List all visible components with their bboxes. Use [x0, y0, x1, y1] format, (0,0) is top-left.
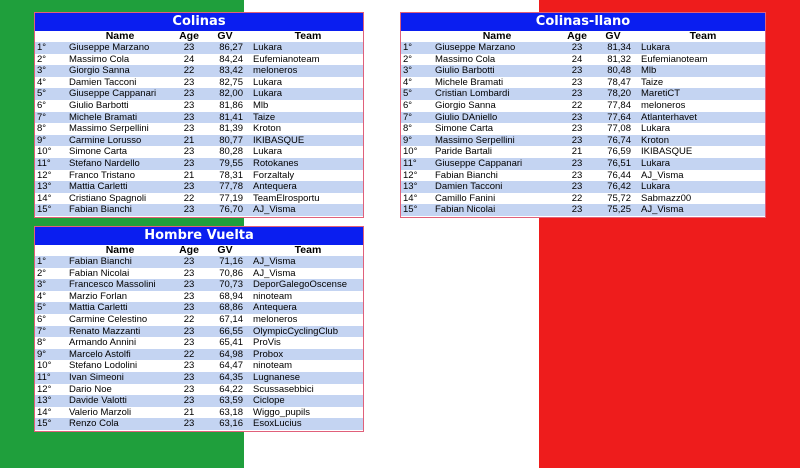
rider-age: 23 [559, 77, 595, 89]
row-position: 8° [35, 123, 69, 135]
rider-age: 21 [171, 135, 207, 147]
rider-gv: 77,64 [595, 112, 635, 124]
row-position: 13° [35, 181, 69, 193]
table-row [401, 158, 765, 170]
table-row [401, 100, 765, 112]
rider-age: 23 [171, 123, 207, 135]
rider-gv: 76,51 [595, 158, 635, 170]
table-row [35, 360, 363, 372]
row-position: 10° [401, 146, 435, 158]
rider-team: AJ_Visma [247, 204, 363, 216]
rider-gv: 77,78 [207, 181, 247, 193]
rider-team: Lukara [635, 158, 765, 170]
table-row [35, 170, 363, 182]
row-position: 11° [35, 372, 69, 384]
rider-team: meloneros [247, 314, 363, 326]
rider-gv: 75,72 [595, 193, 635, 205]
row-position: 12° [35, 170, 69, 182]
rider-team: meloneros [635, 100, 765, 112]
rider-team: TeamElrosportu [247, 193, 363, 205]
rider-team: Antequera [247, 181, 363, 193]
rider-age: 23 [171, 395, 207, 407]
rider-team: Lukara [247, 42, 363, 54]
rider-team: ProVis [247, 337, 363, 349]
table-row [35, 42, 363, 54]
rider-age: 23 [559, 170, 595, 182]
table-row [35, 395, 363, 407]
table-row [401, 123, 765, 135]
rider-gv: 77,84 [595, 100, 635, 112]
rider-age: 23 [171, 291, 207, 303]
row-position: 7° [401, 112, 435, 124]
rider-gv: 77,19 [207, 193, 247, 205]
row-position: 9° [401, 135, 435, 147]
rider-age: 23 [171, 268, 207, 280]
rider-name: Simone Carta [435, 123, 559, 135]
row-position: 14° [35, 193, 69, 205]
rider-age: 23 [171, 418, 207, 430]
rider-team: Lukara [635, 123, 765, 135]
rider-gv: 64,98 [207, 349, 247, 361]
table-row [35, 88, 363, 100]
header-row [35, 31, 363, 42]
rider-name: Giuseppe Marzano [69, 42, 171, 54]
rider-name: Stefano Nardello [69, 158, 171, 170]
rider-gv: 80,77 [207, 135, 247, 147]
header-gv: GV [207, 31, 247, 42]
header-age: Age [171, 245, 207, 256]
rider-name: Camillo Fanini [435, 193, 559, 205]
rider-team: Lukara [247, 88, 363, 100]
table-row [35, 100, 363, 112]
rider-gv: 83,42 [207, 65, 247, 77]
table-title: Hombre Vuelta [35, 227, 363, 245]
rider-gv: 79,55 [207, 158, 247, 170]
row-position: 14° [401, 193, 435, 205]
rider-age: 23 [171, 112, 207, 124]
rider-gv: 81,41 [207, 112, 247, 124]
rider-team: Taize [635, 77, 765, 89]
row-position: 6° [401, 100, 435, 112]
rider-age: 23 [171, 100, 207, 112]
rider-name: Giuseppe Marzano [435, 42, 559, 54]
rider-gv: 63,16 [207, 418, 247, 430]
header-team: Team [247, 31, 363, 42]
rider-team: Mlb [247, 100, 363, 112]
rider-age: 21 [559, 146, 595, 158]
table-row [35, 326, 363, 338]
table-row [35, 65, 363, 77]
table-row [401, 65, 765, 77]
table-row [35, 256, 363, 268]
rider-name: Mattia Carletti [69, 181, 171, 193]
table-row [35, 135, 363, 147]
rider-team: IKIBASQUE [247, 135, 363, 147]
rider-gv: 81,32 [595, 54, 635, 66]
rider-gv: 66,55 [207, 326, 247, 338]
rider-age: 23 [559, 204, 595, 216]
table-colinas [34, 12, 364, 218]
rider-team: Rotokanes [247, 158, 363, 170]
rider-team: ninoteam [247, 360, 363, 372]
rider-name: Massimo Serpellini [435, 135, 559, 147]
rider-gv: 80,48 [595, 65, 635, 77]
rider-team: meloneros [247, 65, 363, 77]
rider-age: 22 [171, 314, 207, 326]
header-gv: GV [207, 245, 247, 256]
rider-name: Giuseppe Cappanari [435, 158, 559, 170]
rider-team: Scussasebbici [247, 384, 363, 396]
rider-name: Ivan Simeoni [69, 372, 171, 384]
rider-name: Renzo Cola [69, 418, 171, 430]
row-position: 1° [35, 42, 69, 54]
table-row [35, 77, 363, 89]
rider-age: 23 [559, 88, 595, 100]
rider-name: Massimo Serpellini [69, 123, 171, 135]
rider-name: Marcelo Astolfi [69, 349, 171, 361]
rider-age: 23 [171, 88, 207, 100]
rider-age: 22 [559, 193, 595, 205]
row-position: 13° [401, 181, 435, 193]
table-row [35, 384, 363, 396]
rider-age: 23 [559, 42, 595, 54]
table-hombre-vuelta [34, 226, 364, 432]
row-position: 3° [35, 65, 69, 77]
table-row [35, 204, 363, 216]
table-row [35, 302, 363, 314]
table-row [35, 181, 363, 193]
rider-age: 24 [559, 54, 595, 66]
rider-name: Michele Bramati [69, 112, 171, 124]
row-position: 5° [35, 88, 69, 100]
rider-age: 23 [559, 123, 595, 135]
row-position: 1° [401, 42, 435, 54]
table-row [35, 268, 363, 280]
row-position: 2° [35, 54, 69, 66]
rider-gv: 71,16 [207, 256, 247, 268]
header-pos [35, 245, 69, 256]
row-position: 4° [35, 77, 69, 89]
rider-age: 21 [171, 170, 207, 182]
row-position: 11° [35, 158, 69, 170]
rider-gv: 63,59 [207, 395, 247, 407]
rider-team: Lukara [247, 146, 363, 158]
table-row [401, 112, 765, 124]
rider-age: 23 [171, 146, 207, 158]
table-colinas-llano [400, 12, 766, 218]
rider-team: EsoxLucius [247, 418, 363, 430]
rider-age: 23 [171, 360, 207, 372]
row-position: 2° [401, 54, 435, 66]
rider-gv: 82,00 [207, 88, 247, 100]
table-row [35, 279, 363, 291]
rider-age: 23 [171, 158, 207, 170]
row-position: 15° [35, 204, 69, 216]
rider-team: MaretiCT [635, 88, 765, 100]
row-position: 3° [401, 65, 435, 77]
rider-name: Giulio DAniello [435, 112, 559, 124]
rider-gv: 70,86 [207, 268, 247, 280]
rider-team: Eufemianoteam [247, 54, 363, 66]
rider-age: 22 [171, 349, 207, 361]
rider-gv: 81,34 [595, 42, 635, 54]
rider-team: Kroton [635, 135, 765, 147]
rider-name: Valerio Marzoli [69, 407, 171, 419]
rider-age: 23 [171, 256, 207, 268]
ranking-table [35, 245, 363, 430]
rider-name: Franco Tristano [69, 170, 171, 182]
table-row [35, 407, 363, 419]
rider-age: 22 [171, 65, 207, 77]
rider-name: Fabian Bianchi [69, 256, 171, 268]
row-position: 5° [35, 302, 69, 314]
rider-team: Wiggo_pupils [247, 407, 363, 419]
rider-name: Damien Tacconi [435, 181, 559, 193]
rider-team: Forzaltaly [247, 170, 363, 182]
rider-gv: 82,75 [207, 77, 247, 89]
row-position: 12° [401, 170, 435, 182]
rider-team: Mlb [635, 65, 765, 77]
rider-age: 23 [171, 384, 207, 396]
row-position: 7° [35, 326, 69, 338]
table-row [35, 112, 363, 124]
rider-age: 23 [171, 302, 207, 314]
rider-team: Atlanterhavet [635, 112, 765, 124]
rider-name: Armando Annini [69, 337, 171, 349]
rider-team: Eufemianoteam [635, 54, 765, 66]
header-row [35, 245, 363, 256]
header-age: Age [559, 31, 595, 42]
rider-team: Lukara [247, 77, 363, 89]
rider-name: Fabian Bianchi [69, 204, 171, 216]
rider-team: Lukara [635, 42, 765, 54]
table-row [35, 54, 363, 66]
rider-gv: 81,39 [207, 123, 247, 135]
rider-gv: 67,14 [207, 314, 247, 326]
table-row [35, 372, 363, 384]
rider-team: Sabmazz00 [635, 193, 765, 205]
rider-gv: 84,24 [207, 54, 247, 66]
rider-age: 23 [171, 204, 207, 216]
header-name: Name [69, 245, 171, 256]
header-pos [35, 31, 69, 42]
rider-age: 22 [559, 100, 595, 112]
rider-team: Probox [247, 349, 363, 361]
rider-team: AJ_Visma [635, 204, 765, 216]
row-position: 1° [35, 256, 69, 268]
rider-name: Carmine Celestino [69, 314, 171, 326]
rider-team: Ciclope [247, 395, 363, 407]
rider-age: 23 [559, 135, 595, 147]
header-age: Age [171, 31, 207, 42]
row-position: 10° [35, 146, 69, 158]
table-row [35, 158, 363, 170]
header-gv: GV [595, 31, 635, 42]
table-row [35, 193, 363, 205]
rider-gv: 77,08 [595, 123, 635, 135]
rider-name: Stefano Lodolini [69, 360, 171, 372]
table-row [401, 135, 765, 147]
rider-name: Giulio Barbotti [435, 65, 559, 77]
rider-name: Paride Bartali [435, 146, 559, 158]
row-position: 7° [35, 112, 69, 124]
rider-gv: 76,70 [207, 204, 247, 216]
rider-gv: 64,47 [207, 360, 247, 372]
row-position: 6° [35, 314, 69, 326]
rider-gv: 76,74 [595, 135, 635, 147]
rider-name: Fabian Nicolai [435, 204, 559, 216]
table-row [401, 42, 765, 54]
rider-name: Giulio Barbotti [69, 100, 171, 112]
rider-name: Fabian Nicolai [69, 268, 171, 280]
rider-name: Michele Bramati [435, 77, 559, 89]
rider-name: Cristian Lombardi [435, 88, 559, 100]
rider-team: AJ_Visma [247, 268, 363, 280]
table-row [401, 204, 765, 216]
rider-gv: 70,73 [207, 279, 247, 291]
table-row [401, 170, 765, 182]
rider-gv: 78,31 [207, 170, 247, 182]
rider-name: Marzio Forlan [69, 291, 171, 303]
table-row [401, 88, 765, 100]
rider-team: ninoteam [247, 291, 363, 303]
ranking-table [401, 31, 765, 216]
rider-age: 21 [171, 407, 207, 419]
row-position: 14° [35, 407, 69, 419]
rider-gv: 80,28 [207, 146, 247, 158]
rider-gv: 65,41 [207, 337, 247, 349]
row-position: 2° [35, 268, 69, 280]
rider-name: Mattia Carletti [69, 302, 171, 314]
rider-team: Kroton [247, 123, 363, 135]
row-position: 8° [35, 337, 69, 349]
table-row [401, 193, 765, 205]
row-position: 9° [35, 135, 69, 147]
rider-age: 23 [171, 181, 207, 193]
rider-gv: 76,59 [595, 146, 635, 158]
rider-team: AJ_Visma [247, 256, 363, 268]
table-row [35, 337, 363, 349]
rider-age: 23 [171, 279, 207, 291]
table-row [35, 418, 363, 430]
rider-team: OlympicCyclingClub [247, 326, 363, 338]
table-row [35, 349, 363, 361]
row-position: 8° [401, 123, 435, 135]
rider-name: Simone Carta [69, 146, 171, 158]
row-position: 15° [401, 204, 435, 216]
rider-name: Massimo Cola [69, 54, 171, 66]
row-position: 5° [401, 88, 435, 100]
header-row [401, 31, 765, 42]
rider-gv: 64,22 [207, 384, 247, 396]
rider-gv: 63,18 [207, 407, 247, 419]
rider-team: Taize [247, 112, 363, 124]
rider-gv: 78,20 [595, 88, 635, 100]
rider-age: 23 [559, 112, 595, 124]
rider-name: Giorgio Sanna [69, 65, 171, 77]
table-row [35, 123, 363, 135]
rider-gv: 78,47 [595, 77, 635, 89]
rider-team: Lukara [635, 181, 765, 193]
rider-name: Dario Noe [69, 384, 171, 396]
row-position: 11° [401, 158, 435, 170]
rider-name: Massimo Cola [435, 54, 559, 66]
rider-age: 23 [171, 42, 207, 54]
rider-gv: 86,27 [207, 42, 247, 54]
ranking-table [35, 31, 363, 216]
rider-name: Renato Mazzanti [69, 326, 171, 338]
row-position: 9° [35, 349, 69, 361]
rider-gv: 68,94 [207, 291, 247, 303]
row-position: 3° [35, 279, 69, 291]
table-row [401, 181, 765, 193]
row-position: 4° [401, 77, 435, 89]
rider-team: Lugnanese [247, 372, 363, 384]
rider-age: 23 [171, 326, 207, 338]
table-row [35, 314, 363, 326]
table-row [35, 291, 363, 303]
header-pos [401, 31, 435, 42]
rider-name: Francesco Massolini [69, 279, 171, 291]
table-title: Colinas-llano [401, 13, 765, 31]
rider-team: DeporGalegoOscense [247, 279, 363, 291]
header-team: Team [247, 245, 363, 256]
rider-name: Damien Tacconi [69, 77, 171, 89]
row-position: 10° [35, 360, 69, 372]
table-row [401, 54, 765, 66]
rider-age: 24 [171, 54, 207, 66]
rider-name: Davide Valotti [69, 395, 171, 407]
rider-age: 23 [559, 65, 595, 77]
rider-age: 22 [171, 193, 207, 205]
rider-gv: 64,35 [207, 372, 247, 384]
rider-gv: 81,86 [207, 100, 247, 112]
table-title: Colinas [35, 13, 363, 31]
row-position: 12° [35, 384, 69, 396]
rider-name: Cristiano Spagnoli [69, 193, 171, 205]
rider-team: Antequera [247, 302, 363, 314]
rider-age: 23 [559, 158, 595, 170]
rider-age: 23 [559, 181, 595, 193]
rider-gv: 75,25 [595, 204, 635, 216]
header-name: Name [69, 31, 171, 42]
table-row [401, 77, 765, 89]
rider-team: IKIBASQUE [635, 146, 765, 158]
row-position: 13° [35, 395, 69, 407]
rider-gv: 76,42 [595, 181, 635, 193]
rider-team: AJ_Visma [635, 170, 765, 182]
rider-age: 23 [171, 77, 207, 89]
header-team: Team [635, 31, 765, 42]
table-row [35, 146, 363, 158]
rider-gv: 76,44 [595, 170, 635, 182]
rider-age: 23 [171, 337, 207, 349]
row-position: 15° [35, 418, 69, 430]
rider-name: Carmine Lorusso [69, 135, 171, 147]
table-row [401, 146, 765, 158]
rider-age: 23 [171, 372, 207, 384]
rider-name: Giuseppe Cappanari [69, 88, 171, 100]
header-name: Name [435, 31, 559, 42]
row-position: 6° [35, 100, 69, 112]
rider-gv: 68,86 [207, 302, 247, 314]
rider-name: Giorgio Sanna [435, 100, 559, 112]
row-position: 4° [35, 291, 69, 303]
rider-name: Fabian Bianchi [435, 170, 559, 182]
